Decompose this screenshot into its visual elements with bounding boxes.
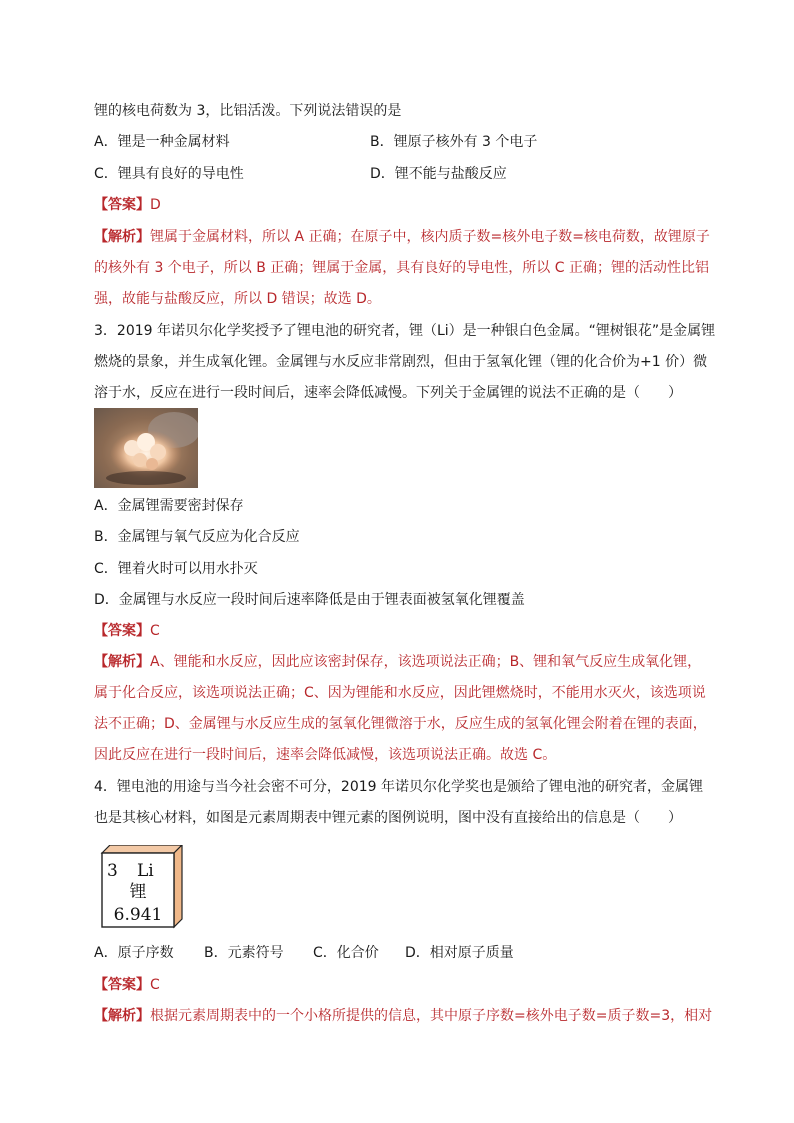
analysis-text: A、锂能和水反应，因此应该密封保存，该选项说法正确；B、锂和氧气反应生成氧化锂， [150, 654, 702, 670]
analysis-text: 锂属于金属材料，所以 A 正确；在原子中，核内质子数=核外电子数=核电荷数，故锂原子 [150, 229, 710, 245]
answer-value: D [150, 197, 161, 213]
q2-answer [94, 196, 161, 214]
question-2-intro: 锂的核电荷数为 3，比铝活泼。下列说法错误的是 [94, 103, 402, 119]
analysis-tag: 【解析】 [94, 654, 150, 670]
analysis-text: 根据元素周期表中的一个小格所提供的信息，其中原子序数=核外电子数=质子数=3，相对 [150, 1008, 713, 1024]
q4-analysis-line-1 [94, 1007, 712, 1025]
q2-analysis-line-1 [94, 228, 710, 246]
q3-analysis-line-4: 因此反应在进行一段时间后，速率会降低减慢，该选项说法正确。故选 C。 [94, 747, 557, 763]
q4-option-b: B．元素符号 [204, 945, 284, 961]
q2-option-b: B．锂原子核外有 3 个电子 [370, 134, 538, 150]
q2-option-c: C．锂具有良好的导电性 [94, 166, 244, 182]
q4-option-c: C．化合价 [313, 945, 379, 961]
q3-stem-line-3: 溶于水，反应在进行一段时间后，速率会降低减慢。下列关于金属锂的说法不正确的是（ ） [94, 385, 682, 401]
q3-option-b: B．金属锂与氧气反应为化合反应 [94, 529, 300, 545]
q2-analysis-line-2: 的核外有 3 个电子，所以 B 正确；锂属于金属，具有良好的导电性，所以 C 正确；锂的活动性比铝 [94, 260, 709, 276]
element-mass: 6.941 [113, 905, 163, 925]
q3-analysis-line-2: 属于化合反应，该选项说法正确；C、因为锂能和水反应，因此锂燃烧时，不能用水灭火，该选项说 [94, 685, 706, 701]
q4-answer [94, 976, 160, 994]
element-name: 锂 [129, 882, 147, 902]
analysis-tag: 【解析】 [94, 229, 150, 245]
answer-tag: 【答案】 [94, 977, 150, 993]
analysis-tag: 【解析】 [94, 1008, 150, 1024]
q3-option-d: D．金属锂与水反应一段时间后速率降低是由于锂表面被氢氧化锂覆盖 [94, 592, 525, 608]
q3-stem-line-2: 燃烧的景象，并生成氧化锂。金属锂与水反应非常剧烈，但由于氢氧化锂（锂的化合价为+1 价）微 [94, 354, 708, 370]
q3-stem-line-1: 3．2019 年诺贝尔化学奖授予了锂电池的研究者，锂（Li）是一种银白色金属。“锂树银花”是金属锂 [94, 323, 716, 339]
q3-option-a: A．金属锂需要密封保存 [94, 498, 244, 514]
q4-stem-line-2: 也是其核心材料，如图是元素周期表中锂元素的图例说明，图中没有直接给出的信息是（ ） [94, 810, 682, 826]
q3-answer [94, 622, 160, 640]
q2-option-a: A．锂是一种金属材料 [94, 134, 230, 150]
lithium-burning-photo [94, 408, 198, 488]
q3-analysis-line-1 [94, 653, 701, 671]
element-number: 3 [107, 861, 118, 881]
q3-analysis-line-3: 法不正确；D、金属锂与水反应生成的氢氧化锂微溶于水，反应生成的氢氧化锂会附着在锂的表面， [94, 716, 707, 732]
answer-value: C [150, 977, 160, 993]
lithium-element-card [94, 845, 186, 935]
q4-option-d: D．相对原子质量 [405, 945, 514, 961]
q2-analysis-line-3: 强，故能与盐酸反应，所以 D 错误；故选 D。 [94, 291, 381, 307]
element-symbol: Li [137, 861, 154, 881]
q3-option-c: C．锂着火时可以用水扑灭 [94, 561, 258, 577]
q4-option-a: A．原子序数 [94, 945, 174, 961]
q2-option-d: D．锂不能与盐酸反应 [370, 166, 507, 182]
q4-stem-line-1: 4．锂电池的用途与当今社会密不可分，2019 年诺贝尔化学奖也是颁给了锂电池的研究者，金属锂 [94, 779, 703, 795]
answer-value: C [150, 623, 160, 639]
answer-tag: 【答案】 [94, 623, 150, 639]
answer-tag: 【答案】 [94, 197, 150, 213]
